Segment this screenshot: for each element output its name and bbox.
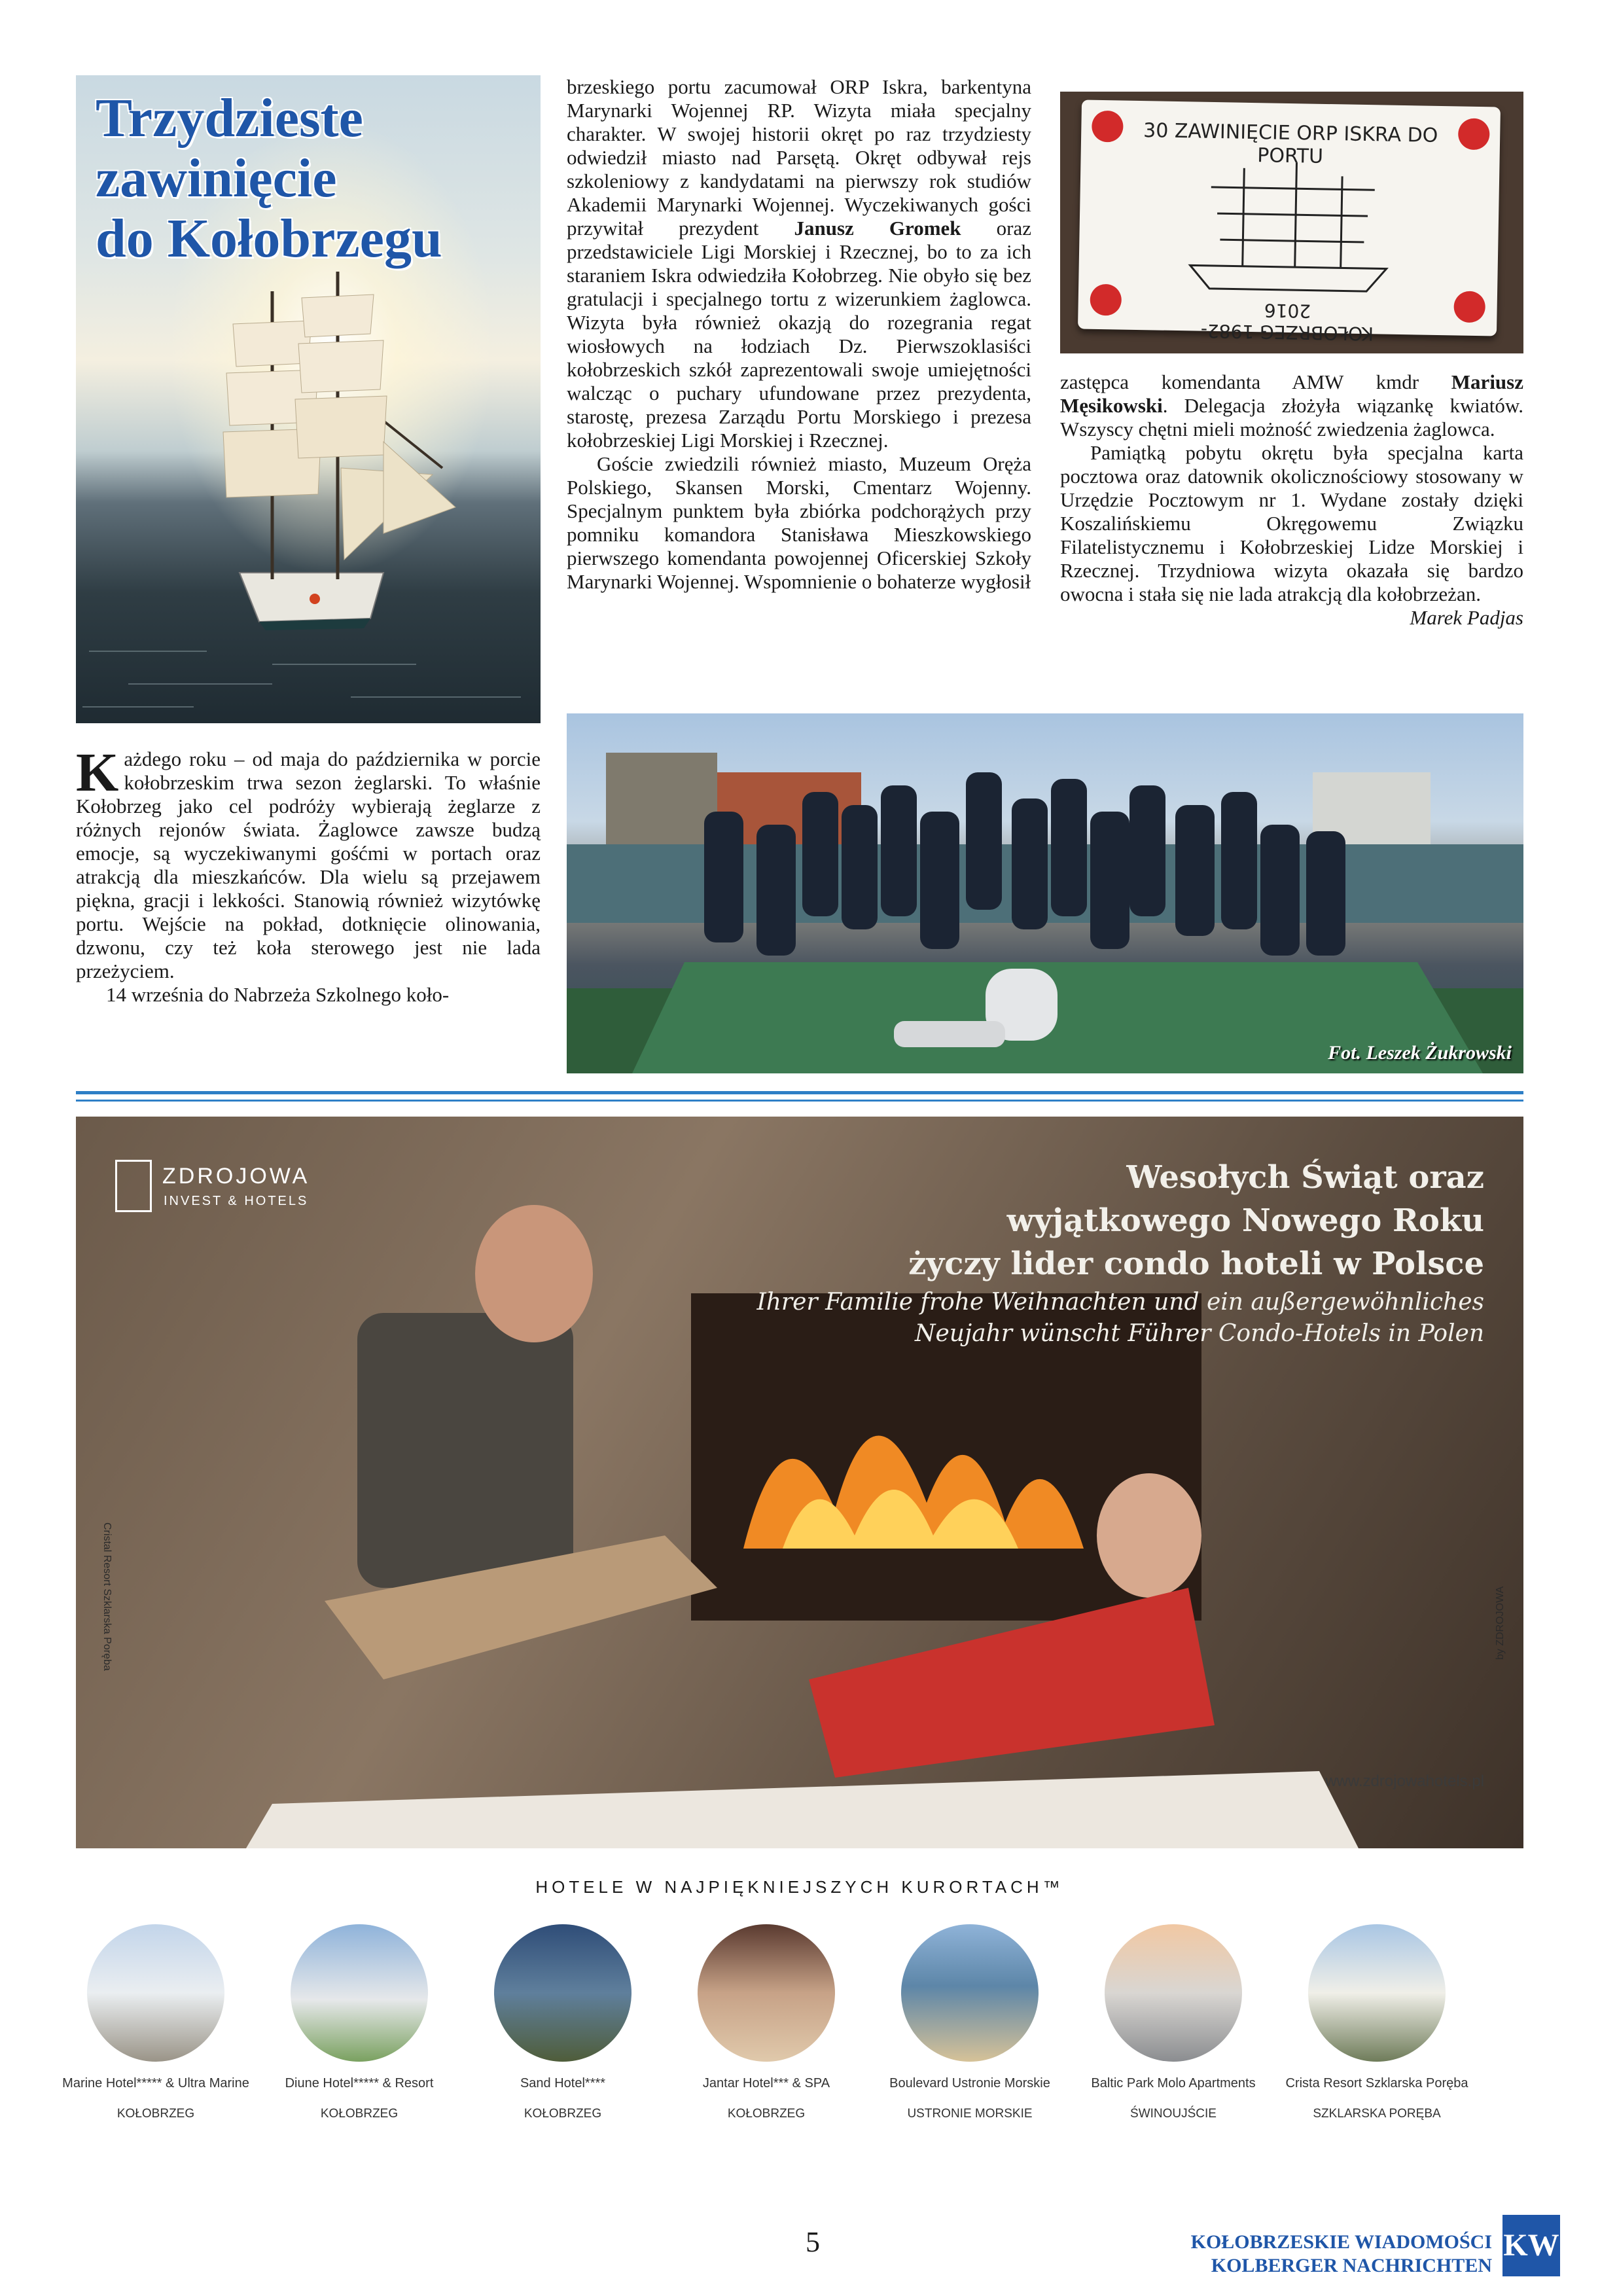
title-line-3: do Kołobrzegu xyxy=(96,208,442,269)
drop-cap: K xyxy=(76,742,119,803)
crew-photo xyxy=(567,713,1523,1073)
paragraph-text: zastępca komendanta AMW kmdr xyxy=(1060,370,1451,393)
ad-brand-sub: INVEST & HOTELS xyxy=(164,1194,309,1208)
hotel-name: Marine Hotel***** & Ultra Marine xyxy=(62,2076,249,2090)
hotel-city: KOŁOBRZEG xyxy=(727,2107,806,2121)
article-paragraph xyxy=(76,742,541,983)
hotel-item xyxy=(1279,1924,1475,2121)
section-divider xyxy=(76,1100,1523,1102)
hotel-name: Sand Hotel**** xyxy=(520,2076,606,2090)
hotel-item xyxy=(668,1924,864,2121)
paragraph-text: . Delegacja złożyła wiązankę kwiatów. Wszyscy chętni mieli możność zwiedzenia żaglowca. xyxy=(1060,394,1523,440)
hotel-city: KOŁOBRZEG xyxy=(524,2107,602,2121)
hotel-name: Diune Hotel***** & Resort xyxy=(285,2076,434,2090)
hotel-item xyxy=(261,1924,457,2121)
hotel-item xyxy=(58,1924,254,2121)
zdrojowa-logo-icon xyxy=(115,1160,152,1212)
paragraph-text: ażdego roku – od maja do października w porcie kołobrzeskim trwa sezon żeglarski. To właśnie Kołobrzeg jako cel podróży wybierają żeglarze z różnych rejonów świata. Żaglowce zawsze budzą emocje, są wyczekiwanymi gośćmi w portach oraz atrakcją dla mieszkańców. Dla wielu są przejawem piękna, gracji i lekkości. Stanowią również wizytówkę portu. Wejście na pokład, dotknięcie olinowania, dzwonu, czy też koła sterowego jest nie lada przeżyciem. xyxy=(76,747,541,982)
photo-credit: Fot. Leszek Żukrowski xyxy=(1328,1042,1512,1064)
ad-side-caption-right: by ZDROJOWA xyxy=(1495,1586,1506,1660)
paragraph-text: oraz przedstawiciele Ligi Morskiej i Rzecznej, bo to za ich staraniem Iskra odwiedziła Kołobrzeg. Nie obyło się bez gratulacji i specjalnego tortu z wizerunkiem żaglowca. Wizyta była również okazją do rozegrania regat wiosłowych na łodziach Dz. Pierwszoklasiści kołobrzeskich szkół zaprezentowali swoje umiejętności walcząc o puchary ufundowane przez prezydenta, starostę, prezesa Zarządu Portu Morskiego i prezesa kołobrzeskiej Ligi Morskiej i Rzecznej. xyxy=(567,217,1031,452)
hotel-name: Boulevard Ustronie Morskie xyxy=(889,2076,1050,2090)
hotel-photo xyxy=(901,1924,1039,2062)
masthead-line-1: KOŁOBRZESKIE WIADOMOŚCI xyxy=(1190,2231,1492,2253)
hotel-photo xyxy=(1308,1924,1446,2062)
section-divider xyxy=(76,1091,1523,1094)
article-paragraph: 14 września do Nabrzeża Szkolnego koło- xyxy=(106,983,450,1006)
hotel-name: Jantar Hotel*** & SPA xyxy=(702,2076,830,2090)
hotel-item xyxy=(872,1924,1068,2121)
hotel-photo xyxy=(291,1924,428,2062)
article-title xyxy=(96,88,527,269)
paragraph-text: brzeskiego portu zacumował ORP Iskra, barkentyna Marynarki Wojennej RP. Wizyta miała specjalny charakter. W swojej historii okręt po raz trzydziesty odwiedził miasto nad Parsętą. Okręt odbywał rejs szkoleniowy z kandydatami na pierwszy rok studiów Akademii Marynarki Wojennej. Wyczekiwanych gości przywitał prezydent xyxy=(567,75,1031,240)
hotels-tagline: HOTELE W NAJPIĘKNIEJSZYCH KURORTACH™ xyxy=(535,1877,1064,1897)
page-number: 5 xyxy=(806,2226,820,2258)
article-column-1 xyxy=(76,742,541,1007)
hotel-photo xyxy=(494,1924,631,2062)
cake-inscription-bottom: KOŁOBRZEG 1982-2016 xyxy=(1200,299,1374,345)
ship-photo xyxy=(76,75,541,723)
cake-inscription-top: 30 ZAWINIĘCIE ORP ISKRA DO PORTU xyxy=(1143,119,1438,168)
article-column-2 xyxy=(567,75,1031,594)
hotel-advertisement xyxy=(76,1117,1523,1848)
ad-headline xyxy=(908,1156,1484,1285)
masthead-line-2: KOLBERGER NACHRICHTEN xyxy=(1211,2255,1492,2276)
article-paragraph xyxy=(1060,370,1523,441)
hotel-item xyxy=(465,1924,661,2121)
hotel-photo xyxy=(698,1924,835,2062)
hotel-item xyxy=(1075,1924,1271,2121)
title-line-2: zawinięcie xyxy=(96,148,337,209)
person-name: Mariusz Męsikowski xyxy=(1060,370,1523,417)
article-paragraph xyxy=(567,75,1031,452)
subheadline-line: Ihrer Familie frohe Weihnachten und ein außergewöhnliches xyxy=(756,1289,1484,1316)
hotel-photo xyxy=(1105,1924,1242,2062)
headline-line: wyjątkowego Nowego Roku xyxy=(1006,1202,1484,1239)
kw-logo-icon: KW xyxy=(1502,2215,1560,2276)
hotel-photo xyxy=(87,1924,224,2062)
headline-line: życzy lider condo hoteli w Polsce xyxy=(908,1246,1484,1282)
hotel-city: KOŁOBRZEG xyxy=(320,2107,399,2121)
ad-side-caption-left: Cristal Resort Szklarska Poręba xyxy=(101,1522,113,1671)
article-paragraph: Pamiątką pobytu okrętu była specjalna karta pocztowa oraz datownik okolicznościowy stosowany w Urzędzie Pocztowym nr 1. Wydane zostały dzięki Koszalińskiemu Okręgowemu Związku Filatelistycznemu i Kołobrzeskiej Lidze Morskiej i Rzecznej. Trzydniowa wizyta okazała się bardzo owocna i stała się nie lada atrakcją dla kołobrzeżan. xyxy=(1060,441,1523,605)
hotel-name: Baltic Park Molo Apartments xyxy=(1091,2076,1256,2090)
hotel-name: Crista Resort Szklarska Poręba xyxy=(1285,2076,1468,2090)
cake-surface xyxy=(1078,99,1501,345)
ad-website: www.zdrojowahotels.pl xyxy=(1325,1772,1484,1790)
masthead xyxy=(1112,2231,1492,2278)
subheadline-line: Neujahr wünscht Führer Condo-Hotels in Polen xyxy=(914,1320,1484,1347)
article-column-3 xyxy=(1060,370,1523,630)
ad-brand: ZDROJOWA xyxy=(162,1164,310,1189)
article-paragraph: Goście zwiedzili również miasto, Muzeum Oręża Polskiego, Skansen Morski, Cmentarz Wojenny. Specjalnym punktem była zbiórka podchorążych przy pomniku komandora Stanisława Mieszkowskiego pierwszego komendanta powojennej Oficerskiej Szkoły Marynarki Wojennej. Wspomnienie o bohaterze wygłosił xyxy=(567,452,1031,593)
crew-illustration xyxy=(567,713,1523,1073)
ad-subheadline xyxy=(757,1287,1484,1350)
hotel-city: ŚWINOUJŚCIE xyxy=(1130,2107,1217,2121)
hotel-city: KOŁOBRZEG xyxy=(116,2107,195,2121)
hotel-city: SZKLARSKA PORĘBA xyxy=(1313,2107,1441,2121)
headline-line: Wesołych Świąt oraz xyxy=(1126,1159,1484,1196)
hotel-city: USTRONIE MORSKIE xyxy=(907,2107,1033,2121)
person-name: Janusz Gromek xyxy=(794,217,961,240)
article-author: Marek Padjas xyxy=(1410,606,1523,629)
title-line-1: Trzydzieste xyxy=(96,88,363,149)
cake-photo xyxy=(1060,92,1523,353)
